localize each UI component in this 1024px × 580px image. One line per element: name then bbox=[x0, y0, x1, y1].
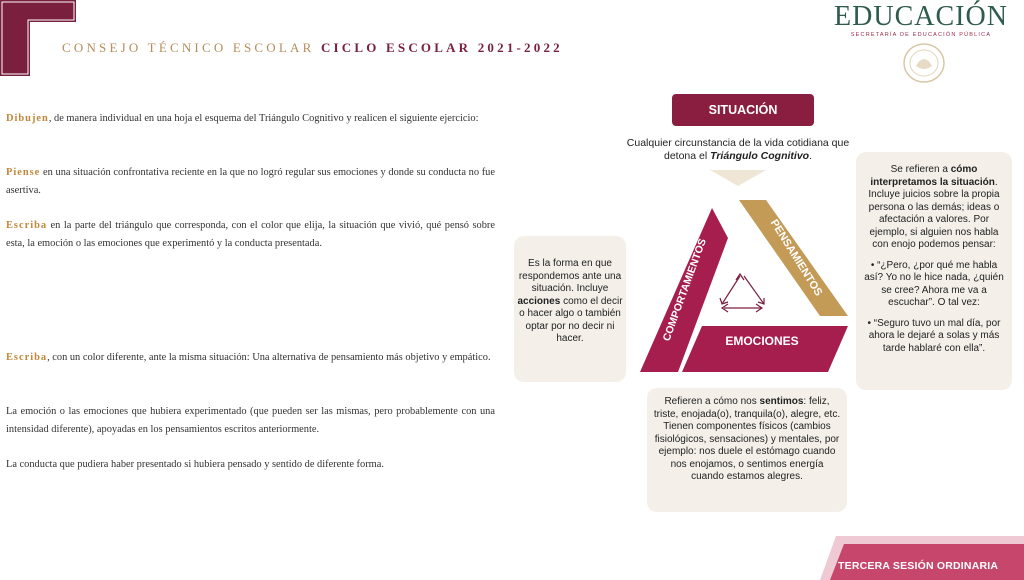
emociones-card bbox=[647, 388, 847, 512]
emociones-side bbox=[682, 326, 848, 372]
cognitive-triangle-diagram bbox=[510, 90, 1020, 530]
emociones-card-post: : feliz, triste, enojada(o), tranquila(o), alegre, etc. Tienen componentes físicos (cambios fisiológicos, sensaciones) y mentales, por ejemplo: nos duele el estómago cuando nos enojamos, o sentimos energía cuando estamos alegres. bbox=[653, 396, 841, 482]
pensamientos-card-post: . Incluye juicios sobre la propia persona o las demás; ideas o afectación a valores. Por ejemplo, si alguien nos habla con enojo podemos pensar: bbox=[868, 176, 1000, 250]
instruction-draw bbox=[6, 110, 495, 128]
instruction-keyword: Dibujen bbox=[6, 113, 49, 124]
session-label: TERCERA SESIÓN ORDINARIA bbox=[838, 560, 999, 572]
instruction-text: La emoción o las emociones que hubiera experimentado (que pueden ser las mismas, pero probablemente con una intensidad diferente), apoyadas en los pensamientos escritos anteriormente. bbox=[6, 406, 495, 435]
emociones-card-bold: sentimos bbox=[759, 396, 804, 407]
instruction-keyword: Piense bbox=[6, 167, 41, 178]
header-title-council: CONSEJO TÉCNICO ESCOLAR bbox=[62, 40, 315, 55]
emociones-label: EMOCIONES bbox=[725, 334, 799, 349]
instruction-keyword: Escriba bbox=[6, 220, 48, 231]
comportamientos-card-post: como el decir o hacer algo o también optar por no decir ni hacer. bbox=[519, 295, 623, 344]
comportamientos-label: COMPORTAMIENTOS bbox=[660, 237, 709, 343]
instruction-think bbox=[6, 164, 495, 200]
pensamientos-card-bold: cómo interpretamos la situación bbox=[870, 164, 995, 188]
comportamientos-card bbox=[514, 236, 626, 382]
emociones-card-pre: Refieren a cómo nos bbox=[664, 396, 757, 407]
instruction-keyword: Escriba bbox=[6, 352, 48, 363]
sep-logo bbox=[826, 2, 1016, 38]
logo-title: EDUCACIÓN bbox=[834, 1, 1008, 32]
situation-arrow bbox=[710, 170, 766, 186]
comportamientos-card-bold: acciones bbox=[517, 295, 561, 307]
instruction-conduct bbox=[6, 456, 495, 474]
situation-desc-emphasis: Triángulo Cognitivo bbox=[710, 150, 810, 162]
header-title-cycle: CICLO ESCOLAR 2021-2022 bbox=[320, 40, 563, 55]
instruction-text: , con un color diferente, ante la misma situación: Una alternativa de pensamiento más objetivo y empático. bbox=[47, 352, 491, 363]
national-seal-icon bbox=[898, 42, 950, 84]
instruction-text: en la parte del triángulo que corresponda, con el color que elija, la situación que vivió, qué pensó sobre esta, la emoción o las emociones que experimentó y la conducta presentada. bbox=[6, 220, 495, 249]
situation-desc-end: . bbox=[809, 150, 813, 162]
logo-subtitle: SECRETARÍA DE EDUCACIÓN PÚBLICA bbox=[850, 32, 992, 38]
pensamientos-card bbox=[856, 152, 1012, 390]
pensamientos-card-pre: Se refieren a bbox=[890, 164, 948, 175]
situation-desc-text: Cualquier circunstancia de la vida cotidiana que detona el bbox=[626, 137, 850, 162]
pensamientos-example-1: • “¿Pero, ¿por qué me habla así? Yo no le hice nada, ¿quién se cree? Ahora me va a escuchar”. O tal vez: bbox=[864, 259, 1004, 308]
instruction-write bbox=[6, 217, 495, 253]
instruction-text: en una situación confrontativa reciente en la que no logró regular sus emociones y donde su conducta no fue asertiva. bbox=[6, 167, 495, 196]
instruction-write-alternative bbox=[6, 349, 495, 367]
instruction-text: , de manera individual en una hoja el esquema del Triángulo Cognitivo y realicen el siguiente ejercicio: bbox=[48, 113, 479, 124]
page-header bbox=[62, 40, 563, 56]
session-banner bbox=[820, 536, 1024, 580]
pensamientos-label: PENSAMIENTOS bbox=[767, 217, 825, 299]
corner-decoration bbox=[0, 0, 76, 76]
instruction-text: La conducta que pudiera haber presentado si hubiera pensado y sentido de diferente forma. bbox=[6, 459, 384, 470]
relationship-arrows-icon bbox=[720, 274, 764, 312]
pensamientos-example-2: • “Seguro tuvo un mal día, por ahora le dejaré a solas y más tarde hablaré con ella”. bbox=[867, 317, 1001, 354]
comportamientos-card-pre: Es la forma en que respondemos ante una situación. Incluye bbox=[518, 258, 622, 294]
situation-label: SITUACIÓN bbox=[672, 94, 814, 126]
instruction-emotion bbox=[6, 403, 495, 439]
